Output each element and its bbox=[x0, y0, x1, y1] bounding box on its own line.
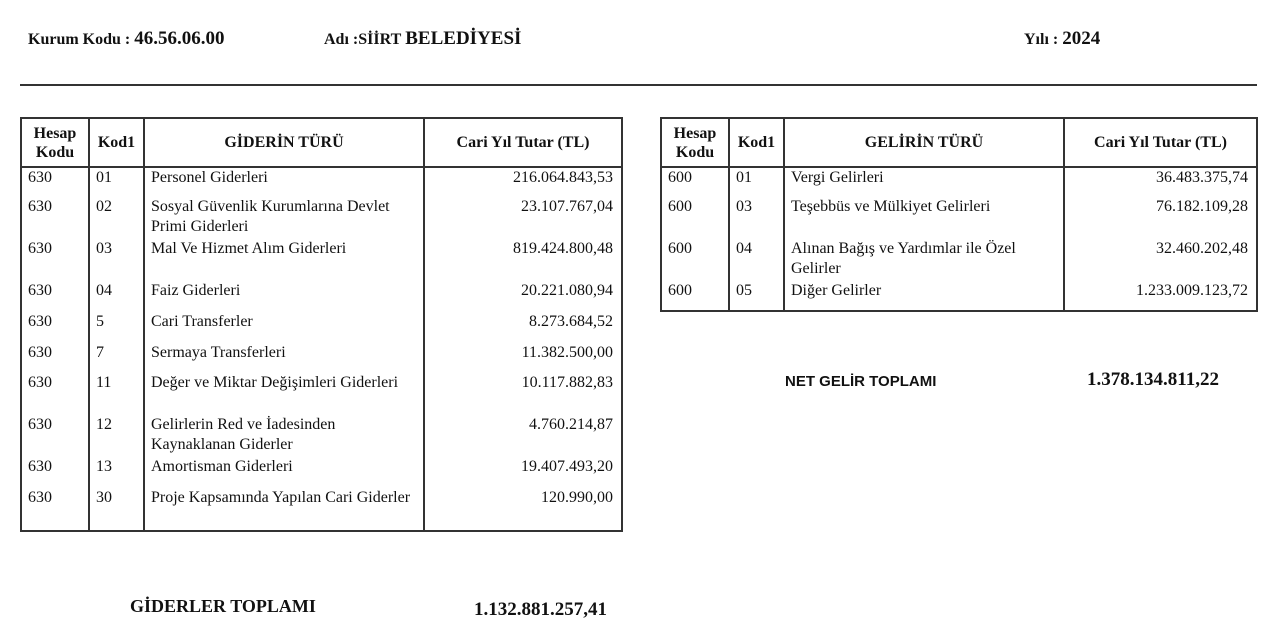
kod1-cell: 02 bbox=[89, 197, 144, 239]
description-cell: Gelirlerin Red ve İadesinden Kaynaklanan Giderler bbox=[144, 415, 424, 457]
amount-cell: 8.273.684,52 bbox=[424, 312, 622, 343]
amount-cell: 20.221.080,94 bbox=[424, 281, 622, 312]
table-row bbox=[661, 197, 1257, 239]
table-row bbox=[21, 488, 622, 531]
amount-cell: 76.182.109,28 bbox=[1064, 197, 1257, 239]
column-header-tutar: Cari Yıl Tutar (TL) bbox=[424, 118, 622, 167]
table-row bbox=[661, 281, 1257, 311]
table-row bbox=[21, 415, 622, 457]
adi-value: BELEDİYESİ bbox=[405, 28, 522, 49]
hesap-kodu-cell: 600 bbox=[661, 239, 729, 281]
table-row bbox=[21, 373, 622, 415]
year bbox=[1024, 28, 1100, 50]
kod1-cell: 7 bbox=[89, 343, 144, 373]
income-table bbox=[660, 117, 1258, 312]
amount-cell: 819.424.800,48 bbox=[424, 239, 622, 281]
description-cell: Proje Kapsamında Yapılan Cari Giderler bbox=[144, 488, 424, 531]
hesap-kodu-cell: 630 bbox=[21, 312, 89, 343]
expense-table bbox=[20, 117, 623, 532]
institution-name bbox=[324, 28, 521, 50]
column-header-kod1: Kod1 bbox=[729, 118, 784, 167]
description-cell: Mal Ve Hizmet Alım Giderleri bbox=[144, 239, 424, 281]
description-cell: Alınan Bağış ve Yardımlar ile Özel Gelirler bbox=[784, 239, 1064, 281]
table-row bbox=[21, 281, 622, 312]
kod1-cell: 13 bbox=[89, 457, 144, 488]
description-cell: Faiz Giderleri bbox=[144, 281, 424, 312]
hesap-kodu-cell: 630 bbox=[21, 373, 89, 415]
kod1-cell: 01 bbox=[89, 167, 144, 197]
hesap-kodu-cell: 630 bbox=[21, 343, 89, 373]
table-row bbox=[661, 167, 1257, 197]
table-row bbox=[21, 167, 622, 197]
expense-table-header bbox=[21, 118, 622, 167]
amount-cell: 32.460.202,48 bbox=[1064, 239, 1257, 281]
yil-label: Yılı : bbox=[1024, 31, 1059, 48]
table-row bbox=[21, 457, 622, 488]
amount-cell: 23.107.767,04 bbox=[424, 197, 622, 239]
column-header-hesap-kodu: Hesap Kodu bbox=[21, 118, 89, 167]
description-cell: Cari Transferler bbox=[144, 312, 424, 343]
net-income-total-value: 1.378.134.811,22 bbox=[1087, 369, 1219, 390]
kod1-cell: 11 bbox=[89, 373, 144, 415]
kurum-kodu bbox=[28, 28, 225, 50]
header-divider bbox=[20, 84, 1257, 86]
kod1-cell: 04 bbox=[89, 281, 144, 312]
column-header-hesap-kodu: Hesap Kodu bbox=[661, 118, 729, 167]
kurum-kodu-value: 46.56.06.00 bbox=[134, 28, 225, 49]
column-header-gelir-turu: GELİRİN TÜRÜ bbox=[784, 118, 1064, 167]
hesap-kodu-cell: 630 bbox=[21, 239, 89, 281]
kod1-cell: 12 bbox=[89, 415, 144, 457]
kod1-cell: 03 bbox=[89, 239, 144, 281]
column-header-kod1: Kod1 bbox=[89, 118, 144, 167]
kod1-cell: 30 bbox=[89, 488, 144, 531]
description-cell: Sosyal Güvenlik Kurumlarına Devlet Primi Giderleri bbox=[144, 197, 424, 239]
amount-cell: 19.407.493,20 bbox=[424, 457, 622, 488]
hesap-kodu-cell: 630 bbox=[21, 281, 89, 312]
amount-cell: 4.760.214,87 bbox=[424, 415, 622, 457]
expense-total-value: 1.132.881.257,41 bbox=[474, 599, 607, 620]
kod1-cell: 5 bbox=[89, 312, 144, 343]
description-cell: Personel Giderleri bbox=[144, 167, 424, 197]
description-cell: Amortisman Giderleri bbox=[144, 457, 424, 488]
hesap-kodu-cell: 600 bbox=[661, 281, 729, 311]
column-header-gider-turu: GİDERİN TÜRÜ bbox=[144, 118, 424, 167]
table-row bbox=[21, 312, 622, 343]
adi-label: Adı : bbox=[324, 31, 359, 48]
table-row bbox=[661, 239, 1257, 281]
kod1-cell: 05 bbox=[729, 281, 784, 311]
description-cell: Teşebbüs ve Mülkiyet Gelirleri bbox=[784, 197, 1064, 239]
hesap-kodu-cell: 630 bbox=[21, 488, 89, 531]
hesap-kodu-cell: 630 bbox=[21, 415, 89, 457]
amount-cell: 216.064.843,53 bbox=[424, 167, 622, 197]
table-row bbox=[21, 197, 622, 239]
table-row bbox=[21, 343, 622, 373]
amount-cell: 10.117.882,83 bbox=[424, 373, 622, 415]
net-income-total-label: NET GELİR TOPLAMI bbox=[785, 373, 937, 390]
hesap-kodu-cell: 630 bbox=[21, 197, 89, 239]
amount-cell: 36.483.375,74 bbox=[1064, 167, 1257, 197]
description-cell: Vergi Gelirleri bbox=[784, 167, 1064, 197]
description-cell: Sermaya Transferleri bbox=[144, 343, 424, 373]
table-row bbox=[21, 239, 622, 281]
description-cell: Diğer Gelirler bbox=[784, 281, 1064, 311]
yil-value: 2024 bbox=[1062, 28, 1101, 49]
adi-value-prefix: SİİRT bbox=[358, 31, 402, 48]
income-table-header bbox=[661, 118, 1257, 167]
kurum-kodu-label: Kurum Kodu : bbox=[28, 31, 131, 48]
description-cell: Değer ve Miktar Değişimleri Giderleri bbox=[144, 373, 424, 415]
kod1-cell: 03 bbox=[729, 197, 784, 239]
hesap-kodu-cell: 600 bbox=[661, 197, 729, 239]
kod1-cell: 01 bbox=[729, 167, 784, 197]
expense-total-label: GİDERLER TOPLAMI bbox=[130, 596, 316, 616]
amount-cell: 1.233.009.123,72 bbox=[1064, 281, 1257, 311]
amount-cell: 11.382.500,00 bbox=[424, 343, 622, 373]
hesap-kodu-cell: 630 bbox=[21, 457, 89, 488]
amount-cell: 120.990,00 bbox=[424, 488, 622, 531]
hesap-kodu-cell: 630 bbox=[21, 167, 89, 197]
hesap-kodu-cell: 600 bbox=[661, 167, 729, 197]
column-header-tutar: Cari Yıl Tutar (TL) bbox=[1064, 118, 1257, 167]
kod1-cell: 04 bbox=[729, 239, 784, 281]
